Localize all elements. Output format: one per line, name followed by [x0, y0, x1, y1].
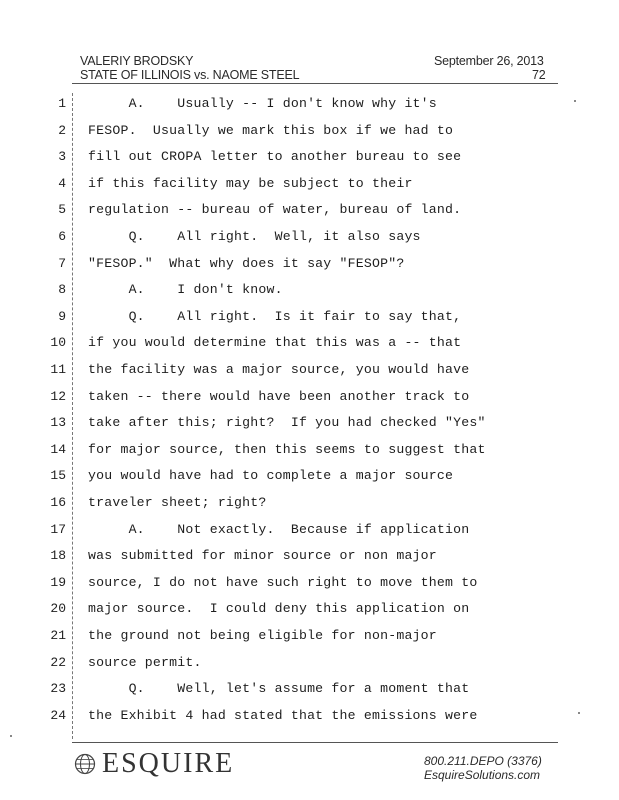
transcript-line: traveler sheet; right?	[88, 495, 267, 510]
transcript-line: was submitted for minor source or non major	[88, 548, 437, 564]
transcript-line: the Exhibit 4 had stated that the emissions were	[88, 707, 478, 723]
transcript-line: Q. All right. Well, it also says	[88, 229, 421, 244]
margin-line	[72, 93, 73, 739]
deposition-date: September 26, 2013	[434, 54, 544, 68]
case-title: STATE OF ILLINOIS vs. NAOME STEEL	[80, 68, 300, 82]
line-number: 6	[58, 229, 66, 244]
line-number: 11	[50, 362, 66, 377]
transcript-line: the facility was a major source, you would have	[88, 362, 470, 377]
transcript-line: Q. All right. Is it fair to say that,	[88, 308, 462, 324]
scan-speck	[578, 712, 580, 714]
line-number: 17	[50, 521, 66, 537]
esquire-logo	[74, 748, 234, 780]
transcript-line: if you would determine that this was a -- that	[88, 335, 462, 351]
line-number: 20	[50, 601, 66, 617]
line-number: 24	[50, 707, 66, 723]
line-number: 5	[58, 202, 66, 218]
line-number: 8	[58, 282, 66, 298]
line-number: 18	[50, 548, 66, 564]
witness-name: VALERIY BRODSKY	[80, 54, 194, 68]
transcript-line: source, I do not have such right to move them to	[88, 574, 478, 590]
transcript-line: "FESOP." What why does it say "FESOP"?	[88, 255, 405, 271]
transcript-line: FESOP. Usually we mark this box if we had to	[88, 122, 454, 138]
transcript-line: take after this; right? If you had checked "Yes"	[88, 415, 486, 431]
footer-rule	[72, 742, 558, 743]
transcript-line: A. Not exactly. Because if application	[88, 521, 470, 537]
logo-wordmark: ESQUIRE	[102, 748, 235, 779]
page-number: 72	[532, 68, 546, 82]
line-number: 23	[50, 681, 66, 697]
transcript-line: fill out CROPA letter to another bureau to see	[88, 149, 462, 165]
line-number: 9	[58, 308, 66, 324]
scan-speck	[574, 100, 576, 102]
scan-speck	[10, 735, 12, 737]
line-number: 21	[50, 628, 66, 643]
header-rule	[72, 83, 558, 84]
footer-website: EsquireSolutions.com	[424, 768, 541, 782]
line-number: 10	[50, 335, 66, 351]
transcript-line: the ground not being eligible for non-major	[88, 628, 437, 643]
line-number: 3	[58, 149, 66, 165]
transcript-line: if this facility may be subject to their	[88, 175, 413, 191]
transcript-line: you would have had to complete a major source	[88, 468, 454, 484]
transcript-line: Q. Well, let's assume for a moment that	[88, 681, 470, 697]
transcript-line: source permit.	[88, 654, 202, 670]
line-number: 14	[50, 441, 66, 457]
transcript-line: A. Usually -- I don't know why it's	[88, 96, 437, 111]
line-number: 16	[50, 495, 66, 510]
line-number: 4	[58, 175, 66, 191]
line-number: 12	[50, 388, 66, 404]
transcript-line: A. I don't know.	[88, 282, 283, 298]
transcript-line: regulation -- bureau of water, bureau of land.	[88, 202, 462, 218]
globe-icon	[74, 753, 96, 775]
transcript-line: major source. I could deny this application on	[88, 601, 470, 617]
line-number: 15	[50, 468, 66, 484]
line-number: 1	[58, 96, 66, 111]
line-number: 19	[50, 574, 66, 590]
transcript-line: for major source, then this seems to suggest that	[88, 441, 486, 457]
footer-phone: 800.211.DEPO (3376)	[424, 754, 542, 768]
transcript-line: taken -- there would have been another track to	[88, 388, 470, 404]
line-number: 7	[58, 255, 66, 271]
line-number: 2	[58, 122, 66, 138]
line-number: 13	[50, 415, 66, 431]
line-number: 22	[50, 654, 66, 670]
